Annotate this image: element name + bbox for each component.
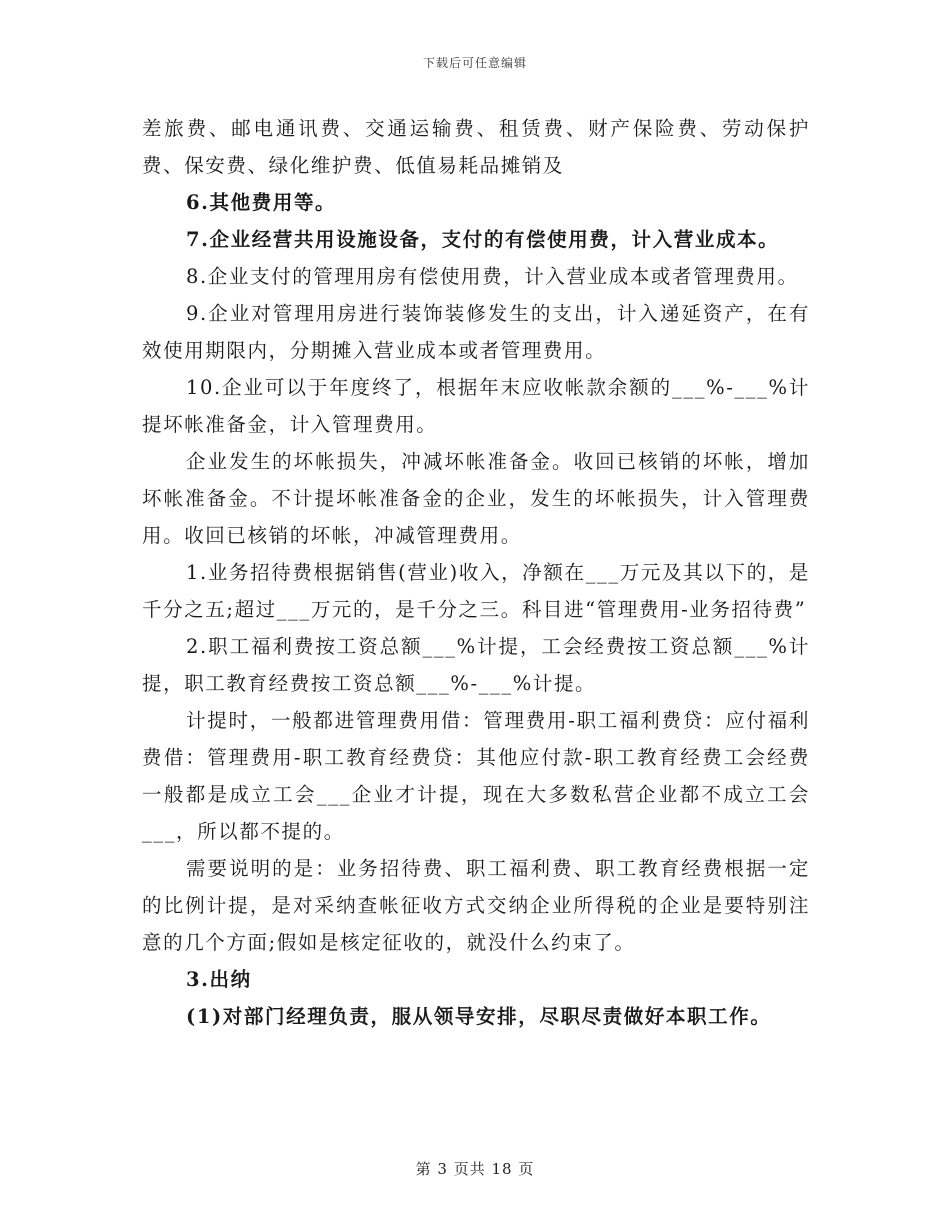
paragraph-8: 1.业务招待费根据销售(营业)收入，净额在___万元及其以下的，是千分之五;超过___万元的，是千分之三。科目进“管理费用-业务招待费”	[142, 561, 810, 621]
paragraph-3: 7.企业经营共用设施设备，支付的有偿使用费，计入营业成本。	[186, 228, 780, 251]
paragraph-2: 6.其他费用等。	[186, 191, 337, 214]
document-body	[142, 110, 810, 1035]
paragraph-9: 2.职工福利费按工资总额___%计提，工会经费按工资总额___%计提，职工教育经费按工资总额___%-___%计提。	[142, 635, 810, 695]
paragraph-1: 差旅费、邮电通讯费、交通运输费、租赁费、财产保险费、劳动保护费、保安费、绿化维护费、低值易耗品摊销及	[142, 117, 810, 177]
paragraph-7: 企业发生的坏帐损失，冲减坏帐准备金。收回已核销的坏帐，增加坏帐准备金。不计提坏帐准备金的企业，发生的坏帐损失，计入管理费用。收回已核销的坏帐，冲减管理费用。	[142, 450, 810, 547]
page-footer: 第 3 页共 18 页	[415, 1160, 535, 1178]
paragraph-5: 9.企业对管理用房进行装饰装修发生的支出，计入递延资产，在有效使用期限内，分期摊入营业成本或者管理费用。	[142, 302, 810, 362]
paragraph-11: 需要说明的是：业务招待费、职工福利费、职工教育经费根据一定的比例计提，是对采纳查帐征收方式交纳企业所得税的企业是要特别注意的几个方面;假如是核定征收的，就没什么约束了。	[142, 857, 810, 954]
paragraph-12: 3.出纳	[186, 968, 252, 991]
paragraph-10: 计提时，一般都进管理费用借：管理费用-职工福利费贷：应付福利费借：管理费用-职工教育经费贷：其他应付款-职工教育经费工会经费一般都是成立工会___企业才计提，现在大多数私营企业都不成立工会___，所以都不提的。	[142, 709, 810, 843]
page-header: 下载后可任意编辑	[422, 56, 527, 70]
paragraph-6: 10.企业可以于年度终了，根据年末应收帐款余额的___%-___%计提坏帐准备金，计入管理费用。	[142, 376, 810, 436]
paragraph-4: 8.企业支付的管理用房有偿使用费，计入营业成本或者管理费用。	[186, 265, 799, 288]
paragraph-13: (1)对部门经理负责，服从领导安排，尽职尽责做好本职工作。	[186, 1005, 772, 1028]
